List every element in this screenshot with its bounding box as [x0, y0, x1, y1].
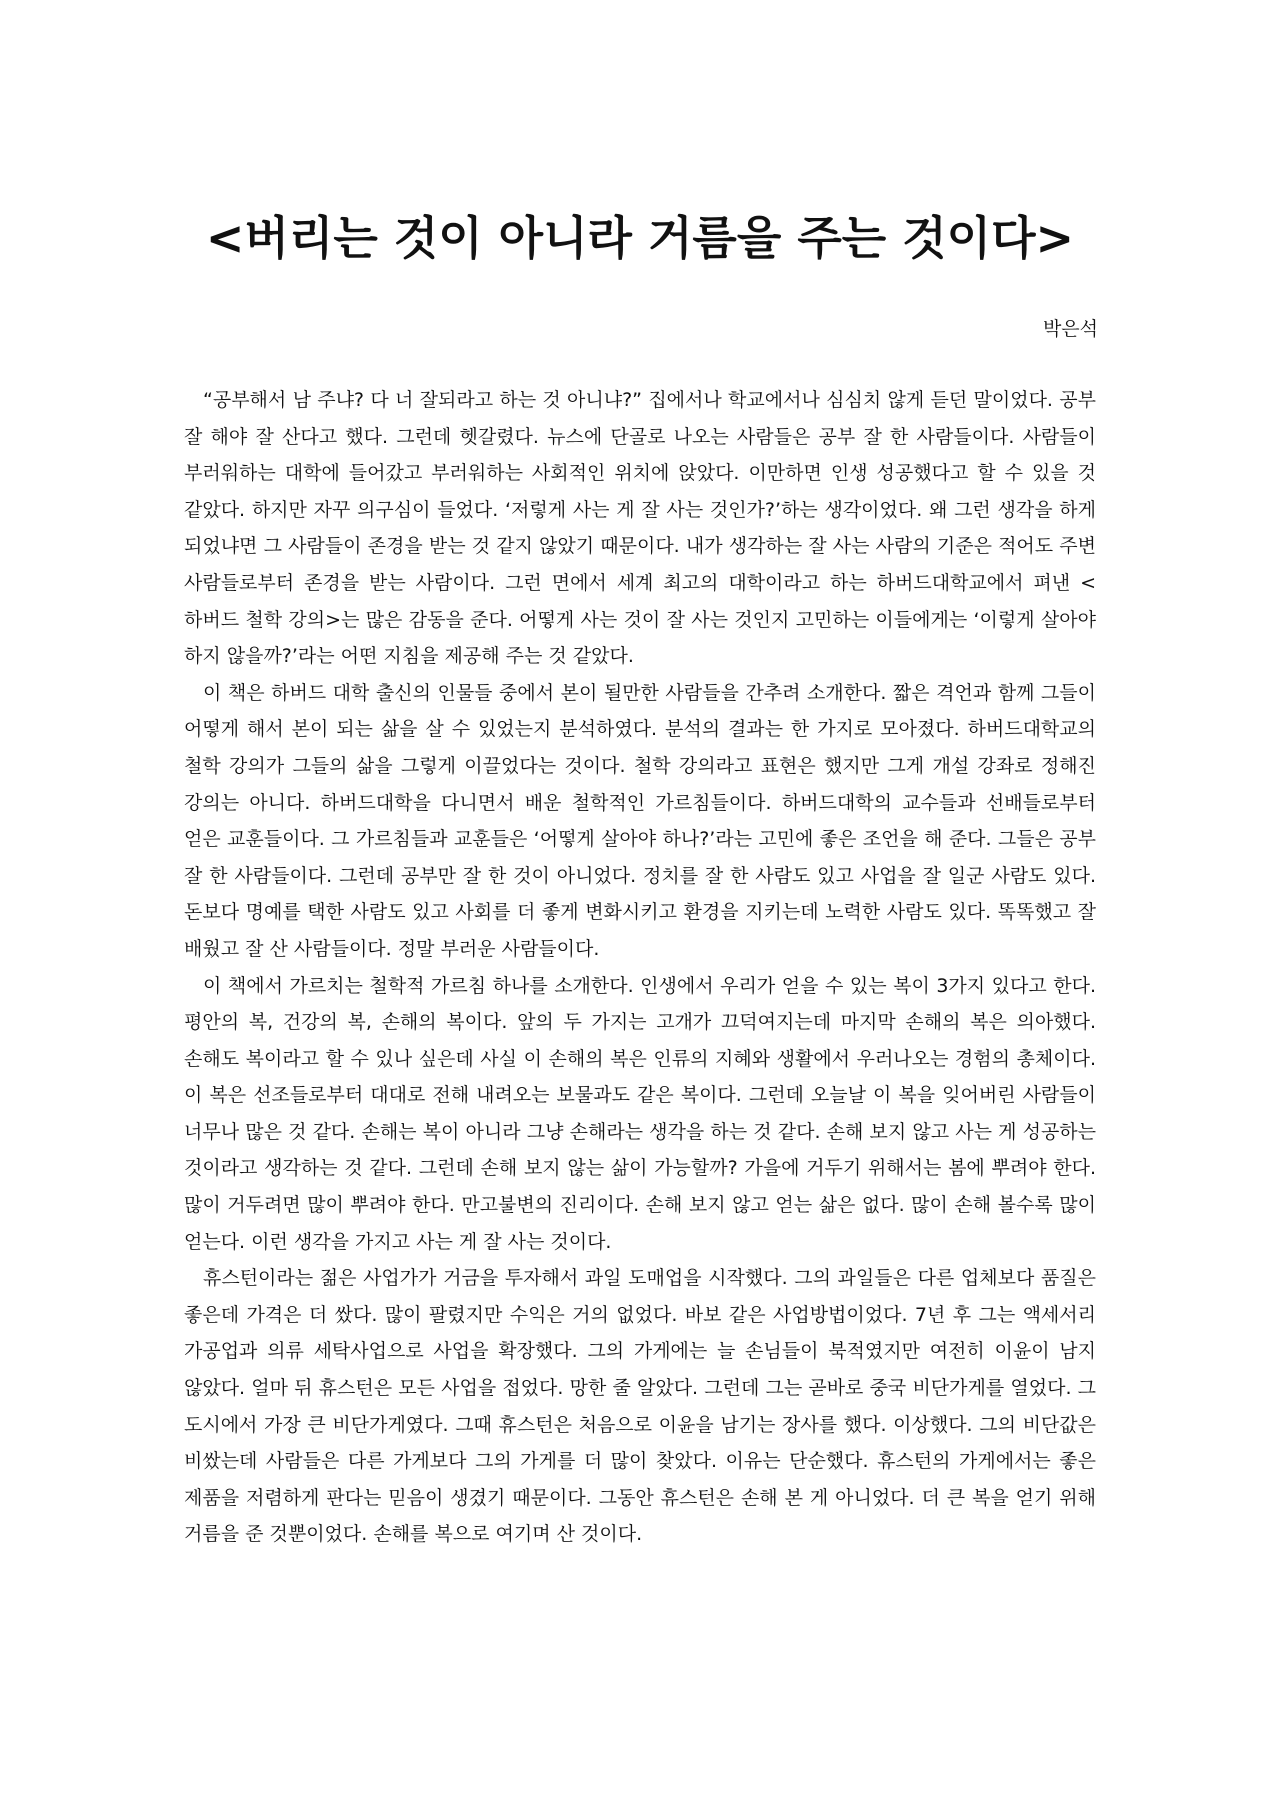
paragraph: 이 책은 하버드 대학 출신의 인물들 중에서 본이 될만한 사람들을 간추려 소개한다. 짧은 격언과 함께 그들이 어떻게 해서 본이 되는 삶을 살 수 있었는지 분석하였다. 분석의 결과는 한 가지로 모아졌다. 하버드대학교의 철학 강의가 그들의 삶을 그렇게 이끌었다는 것이다. 철학 강의라고 표현은 했지만 그게 개설 강좌로 정해진 강의는 아니다. 하버드대학을 다니면서 배운 철학적인 가르침들이다. 하버드대학의 교수들과 선배들로부터 얻은 교훈들이다. 그 가르침들과 교훈들은 ‘어떻게 살아야 하나?’라는 고민에 좋은 조언을 해 준다. 그들은 공부 잘 한 사람들이다. 그런데 공부만 잘 한 것이 아니었다. 정치를 잘 한 사람도 있고 사업을 잘 일군 사람도 있다. 돈보다 명예를 택한 사람도 있고 사회를 더 좋게 변화시키고 환경을 지키는데 노력한 사람도 있다. 똑똑했고 잘 배웠고 잘 산 사람들이다. 정말 부러운 사람들이다.: [184, 681, 1096, 960]
paragraph: 이 책에서 가르치는 철학적 가르침 하나를 소개한다. 인생에서 우리가 얻을 수 있는 복이 3가지 있다고 한다. 평안의 복, 건강의 복, 손해의 복이다. 앞의 두 가지는 고개가 끄덕여지는데 마지막 손해의 복은 의아했다. 손해도 복이라고 할 수 있나 싶은데 사실 이 손해의 복은 인류의 지혜와 생활에서 우러나오는 경험의 총체이다. 이 복은 선조들로부터 대대로 전해 내려오는 보물과도 같은 복이다. 그런데 오늘날 이 복을 잊어버린 사람들이 너무나 많은 것 같다. 손해는 복이 아니라 그냥 손해라는 생각을 하는 것 같다. 손해 보지 않고 사는 게 성공하는 것이라고 생각하는 것 같다. 그런데 손해 보지 않는 삶이 가능할까? 가을에 거두기 위해서는 봄에 뿌려야 한다. 많이 거두려면 많이 뿌려야 한다. 만고불변의 진리이다. 손해 보지 않고 얻는 삶은 없다. 많이 손해 볼수록 많이 얻는다. 이런 생각을 가지고 사는 게 잘 사는 것이다.: [184, 974, 1096, 1253]
paragraph: “공부해서 남 주냐? 다 너 잘되라고 하는 것 아니냐?” 집에서나 학교에서나 심심치 않게 듣던 말이었다. 공부 잘 해야 잘 산다고 했다. 그런데 헷갈렸다. 뉴스에 단골로 나오는 사람들은 공부 잘 한 사람들이다. 사람들이 부러워하는 대학에 들어갔고 부러워하는 사회적인 위치에 앉았다. 이만하면 인생 성공했다고 할 수 있을 것 같았다. 하지만 자꾸 의구심이 들었다. ‘저렇게 사는 게 잘 사는 것인가?’하는 생각이었다. 왜 그런 생각을 하게 되었냐면 그 사람들이 존경을 받는 것 같지 않았기 때문이다. 내가 생각하는 잘 사는 사람의 기준은 적어도 주변 사람들로부터 존경을 받는 사람이다. 그런 면에서 세계 최고의 대학이라고 하는 하버드대학교에서 펴낸 <하버드 철학 강의>는 많은 감동을 준다. 어떻게 사는 것이 잘 사는 것인지 고민하는 이들에게는 ‘이렇게 살아야 하지 않을까?’라는 어떤 지침을 제공해 주는 것 같았다.: [184, 389, 1096, 668]
document-title: <버리는 것이 아니라 거름을 주는 것이다>: [205, 211, 1075, 265]
author-name: 박은석: [1042, 318, 1098, 340]
paragraph: 휴스턴이라는 젊은 사업가가 거금을 투자해서 과일 도매업을 시작했다. 그의 과일들은 다른 업체보다 품질은 좋은데 가격은 더 쌌다. 많이 팔렸지만 수익은 거의 없었다. 바보 같은 사업방법이었다. 7년 후 그는 액세서리 가공업과 의류 세탁사업으로 사업을 확장했다. 그의 가게에는 늘 손님들이 북적였지만 여전히 이윤이 남지 않았다. 얼마 뒤 휴스턴은 모든 사업을 접었다. 망한 줄 알았다. 그런데 그는 곧바로 중국 비단가게를 열었다. 그 도시에서 가장 큰 비단가게였다. 그때 휴스턴은 처음으로 이윤을 남기는 장사를 했다. 이상했다. 그의 비단값은 비쌌는데 사람들은 다른 가게보다 그의 가게를 더 많이 찾았다. 이유는 단순했다. 휴스턴의 가게에서는 좋은 제품을 저렴하게 판다는 믿음이 생겼기 때문이다. 그동안 휴스턴은 손해 본 게 아니었다. 더 큰 복을 얻기 위해 거름을 준 것뿐이었다. 손해를 복으로 여기며 산 것이다.: [184, 1267, 1096, 1546]
essay-body: [184, 382, 1096, 1553]
